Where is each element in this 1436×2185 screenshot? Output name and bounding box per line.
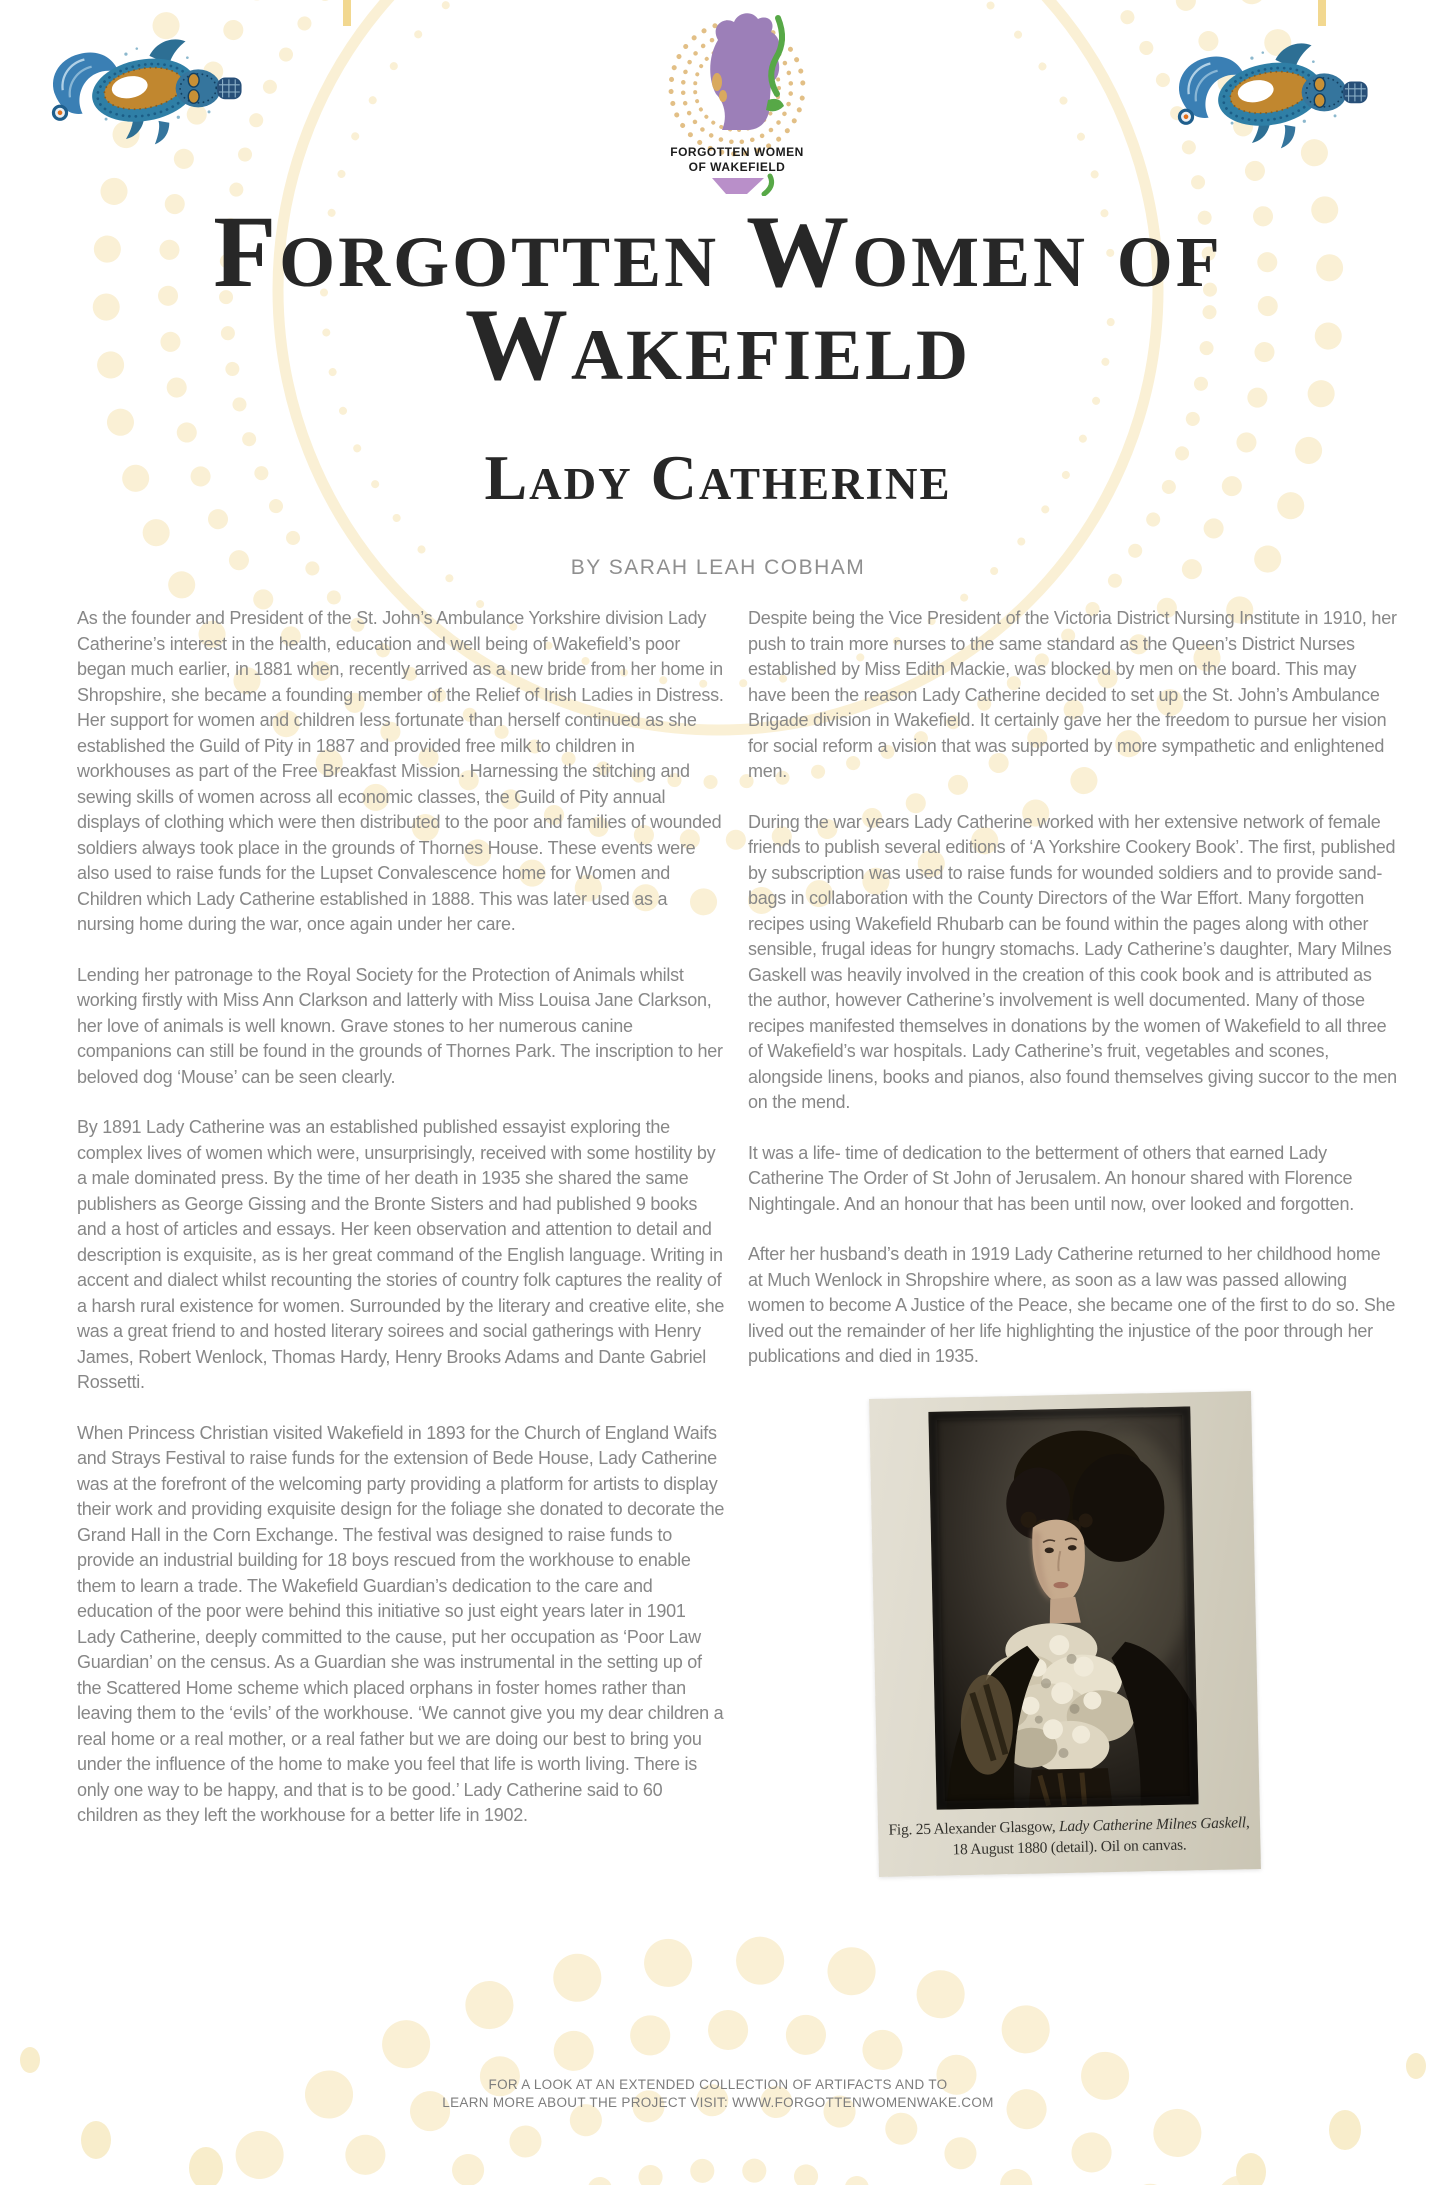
figure-caption bbox=[878, 1811, 1261, 1861]
caption-artwork-title: Lady Catherine Milnes Gaskell bbox=[1058, 1813, 1247, 1835]
paragraph: As the founder and President of the St. John’s Ambulance Yorkshire division Lady Catherine’s interest in the health, education and well being of Wakefield’s poor began much earlier, in 1881 when, recently arrived as a new bride from her home in Shropshire, she became a founding member of the Relief of Irish Ladies in Distress. Her support for women and children less fortunate than herself continued as she established the Guild of Pity in 1887 and provided free milk to children in workhouses as part of the Free Breakfast Mission. Harnessing the stitching and sewing skills of women across all economic classes, the Guild of Pity annual displays of clothing which were then distributed to the poor and families of wounded soldiers always took place in the grounds of Thornes House. These events were also used to raise funds for the Lupset Convalescence home for Women and Children which Lady Catherine established in 1888. This was later used as a nursing home during the war, once again under her care. bbox=[77, 608, 724, 934]
aboriginal-platypus-artwork-left bbox=[42, 36, 246, 148]
footer-line1: FOR A LOOK AT AN EXTENDED COLLECTION OF ARTIFACTS AND TO bbox=[488, 2077, 948, 2092]
paragraph: It was a life- time of dedication to the betterment of others that earned Lady Catherine The Order of St John of Jerusalem. An honour shared with Florence Nightingale. And an honour that has been until now, over looked and forgotten. bbox=[748, 1142, 1354, 1214]
page-title bbox=[0, 195, 1436, 402]
caption-line2: 18 August 1880 (detail). Oil on canvas. bbox=[952, 1836, 1187, 1858]
paragraph: Lending her patronage to the Royal Society for the Protection of Animals whilst working firstly with Miss Ann Clarkson and latterly with Miss Louisa Jane Clarkson, her love of animals is well known. Grave stones to her numerous canine companions can still be found in the grounds of Thornes Park. The inscription to her beloved dog ‘Mouse’ can be seen clearly. bbox=[77, 964, 723, 1087]
footer-line2: LEARN MORE ABOUT THE PROJECT VISIT: WWW.FORGOTTENWOMENWAKE.COM bbox=[442, 2095, 994, 2110]
paragraph: By 1891 Lady Catherine was an established published essayist exploring the complex lives of women which were, unsurprisingly, received with some hostility by a male dominated press. By the time of her death in 1935 she shared the same publishers as George Gissing and the Bronte Sisters and had published 9 books and a host of articles and essays. Her keen observation and attention to detail and description is exquisite, as is her great command of the English language. Writing in accent and dialect whilst recounting the stories of country folk captures the reality of a harsh rural existence for women. Surrounded by the literary and creative elite, she was a great friend to and hosted literary soirees and social gatherings with Henry James, Robert Wenlock, Thomas Hardy, Henry Brooks Adams and Dante Gabriel Rossetti. bbox=[77, 1117, 725, 1392]
caption-suffix: , bbox=[1245, 1813, 1250, 1831]
caption-prefix: Fig. 25 Alexander Glasgow, bbox=[888, 1817, 1060, 1839]
logo-text-line1: FORGOTTEN WOMEN bbox=[670, 145, 804, 159]
paragraph: When Princess Christian visited Wakefield in 1893 for the Church of England Waifs and Strays Festival to raise funds for the extension of Bede House, Lady Catherine was at the forefront of the welcoming party providing a platform for artists to display their work and providing exquisite design for the foliage she donated to decorate the Grand Hall in the Corn Exchange. The festival was designed to raise funds to provide an industrial building for 18 boys rescued from the workhouse to enable them to learn a trade. The Wakefield Guardian’s dedication to the care and education of the poor were behind this initiative so just eight years later in 1901 Lady Catherine, deeply committed to the cause, put her occupation as ‘Poor Law Guardian’ on the census. As a Guardian she was instrumental in the setting up of the Scattered Home scheme which placed orphans in foster homes rather than leaving them to the ‘evils’ of the workhouse. ‘We cannot give you my dear children a real home or a real mother, or a real father but we are doing our best to bring you under the influence of the home to make you feel that life is worth living. There is only one way to be happy, and that is to be good.’ Lady Catherine said to 60 children as they left the workhouse for a better life in 1902. bbox=[77, 1422, 725, 1825]
forgotten-women-logo bbox=[650, 8, 824, 196]
article-right-column bbox=[748, 606, 1398, 1873]
subject-name-heading: Lady Catherine bbox=[484, 442, 952, 513]
aboriginal-platypus-artwork-right bbox=[1168, 40, 1372, 152]
article-left-column bbox=[77, 606, 727, 1854]
logo-text-line2: OF WAKEFIELD bbox=[688, 160, 786, 174]
byline: BY SARAH LEAH COBHAM bbox=[570, 556, 866, 579]
page-title-line1: Forgotten Women of bbox=[213, 195, 1223, 309]
page-title-line2: Wakefield bbox=[464, 288, 972, 402]
paragraph: During the war years Lady Catherine worked with her extensive network of female friends to publish several editions of ‘A Yorkshire Cookery Book’. The first, published by subscription was used to raise funds for wounded soldiers and to provide sand- bags in collaboration with the County Directors of the War Effort. Many forgotten recipes using Wakefield Rhubarb can be found within the pages along with other sensible, frugal ideas for hungry stomachs. Lady Catherine’s daughter, Mary Milnes Gaskell was heavily involved in the creation of this cook book and is attributed as the author, however Catherine’s involvement is well documented. Many of those recipes manifested themselves in donations by the women of Wakefield to all three of Wakefield’s war hospitals. Lady Catherine’s fruit, vegetables and scones, alongside linens, books and pianos, also found themselves giving succor to the men on the mend. bbox=[748, 811, 1397, 1112]
paragraph: After her husband’s death in 1919 Lady Catherine returned to her childhood home at Much Wenlock in Shropshire where, as soon as a law was passed allowing women to become A Justice of the Peace, she became one of the first to do so. She lived out the remainder of her life highlighting the injustice of the poor through her publications and died in 1935. bbox=[748, 1244, 1396, 1366]
logo-bust-shape bbox=[712, 178, 764, 194]
footer bbox=[0, 2076, 1436, 2112]
book-page-photo bbox=[869, 1391, 1261, 1877]
portrait-figure bbox=[874, 1395, 1256, 1873]
paragraph: Despite being the Vice President of the Victoria District Nursing Institute in 1910, her push to train more nurses to the same standard as the Queen’s District Nurses established by Miss Edith Mackie, was blocked by men on the board. This may have been the reason Lady Catherine decided to set up the St. John’s Ambulance Brigade division in Wakefield. It certainly gave her the freedom to pursue her vision for social reform a vision that was supported by more sympathetic and enlightened men. bbox=[748, 608, 1397, 781]
lady-catherine-portrait-image bbox=[928, 1406, 1198, 1809]
